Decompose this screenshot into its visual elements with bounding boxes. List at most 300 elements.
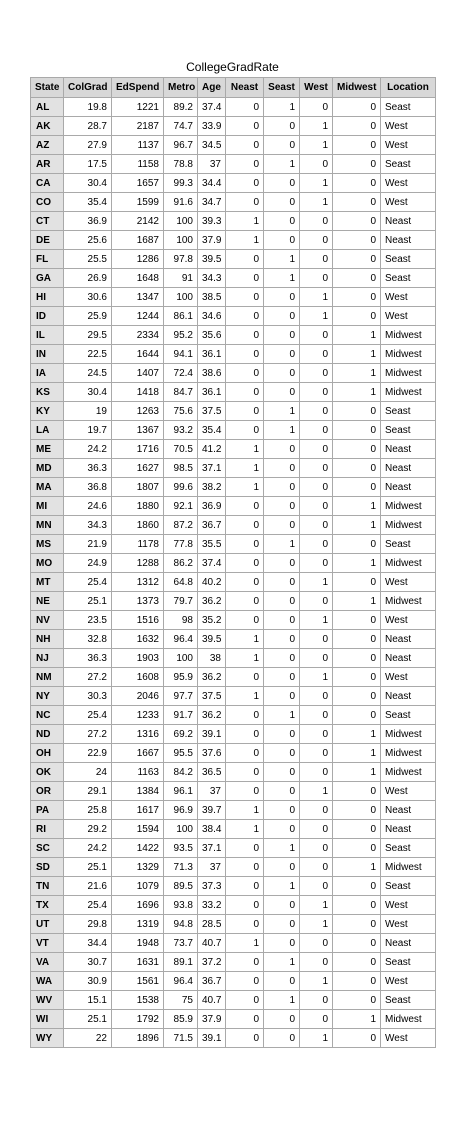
cell-age: 37 [198, 155, 226, 174]
cell-neast: 0 [226, 345, 264, 364]
state-cell: MD [31, 459, 64, 478]
cell-midwest: 0 [333, 440, 381, 459]
cell-colgrad: 34.3 [64, 516, 112, 535]
cell-colgrad: 30.4 [64, 174, 112, 193]
table-row [31, 155, 436, 174]
cell-edspend: 1948 [112, 934, 164, 953]
cell-west: 0 [300, 421, 333, 440]
cell-age: 39.1 [198, 1029, 226, 1048]
state-cell: UT [31, 915, 64, 934]
cell-edspend: 1244 [112, 307, 164, 326]
cell-age: 36.1 [198, 345, 226, 364]
cell-neast: 0 [226, 744, 264, 763]
cell-location: Neast [381, 934, 436, 953]
table-row [31, 250, 436, 269]
cell-edspend: 1367 [112, 421, 164, 440]
cell-metro: 96.1 [164, 782, 198, 801]
table-row [31, 630, 436, 649]
cell-neast: 0 [226, 383, 264, 402]
cell-colgrad: 25.4 [64, 706, 112, 725]
cell-west: 0 [300, 801, 333, 820]
cell-metro: 70.5 [164, 440, 198, 459]
cell-edspend: 1516 [112, 611, 164, 630]
table-row [31, 440, 436, 459]
cell-location: West [381, 972, 436, 991]
cell-age: 37.3 [198, 877, 226, 896]
table-row [31, 649, 436, 668]
cell-west: 0 [300, 212, 333, 231]
state-cell: KS [31, 383, 64, 402]
cell-colgrad: 30.7 [64, 953, 112, 972]
cell-metro: 95.9 [164, 668, 198, 687]
cell-west: 1 [300, 915, 333, 934]
state-cell: AZ [31, 136, 64, 155]
cell-neast: 0 [226, 364, 264, 383]
cell-midwest: 1 [333, 497, 381, 516]
column-header-location: Location [381, 78, 436, 98]
cell-seast: 0 [264, 383, 300, 402]
cell-west: 0 [300, 630, 333, 649]
cell-west: 0 [300, 383, 333, 402]
state-cell: MA [31, 478, 64, 497]
cell-seast: 0 [264, 649, 300, 668]
cell-age: 39.5 [198, 630, 226, 649]
cell-west: 1 [300, 611, 333, 630]
cell-west: 0 [300, 592, 333, 611]
cell-midwest: 1 [333, 554, 381, 573]
cell-midwest: 0 [333, 839, 381, 858]
cell-metro: 89.1 [164, 953, 198, 972]
cell-west: 0 [300, 326, 333, 345]
cell-midwest: 1 [333, 383, 381, 402]
cell-midwest: 1 [333, 763, 381, 782]
cell-location: West [381, 1029, 436, 1048]
state-cell: MO [31, 554, 64, 573]
table-row [31, 1029, 436, 1048]
state-cell: SC [31, 839, 64, 858]
state-cell: FL [31, 250, 64, 269]
cell-west: 0 [300, 231, 333, 250]
cell-midwest: 0 [333, 117, 381, 136]
cell-neast: 0 [226, 991, 264, 1010]
cell-age: 34.6 [198, 307, 226, 326]
cell-neast: 1 [226, 212, 264, 231]
cell-metro: 98 [164, 611, 198, 630]
cell-midwest: 0 [333, 877, 381, 896]
cell-seast: 1 [264, 991, 300, 1010]
cell-age: 35.2 [198, 611, 226, 630]
column-header-edspend: EdSpend [112, 78, 164, 98]
table-row [31, 991, 436, 1010]
cell-edspend: 1687 [112, 231, 164, 250]
cell-neast: 0 [226, 1029, 264, 1048]
cell-age: 37.5 [198, 402, 226, 421]
cell-age: 37.6 [198, 744, 226, 763]
cell-colgrad: 29.8 [64, 915, 112, 934]
state-cell: NV [31, 611, 64, 630]
cell-neast: 0 [226, 174, 264, 193]
cell-edspend: 1263 [112, 402, 164, 421]
cell-midwest: 0 [333, 573, 381, 592]
cell-neast: 0 [226, 535, 264, 554]
cell-west: 0 [300, 858, 333, 877]
table-row [31, 345, 436, 364]
state-cell: VT [31, 934, 64, 953]
cell-colgrad: 24.9 [64, 554, 112, 573]
cell-age: 36.5 [198, 763, 226, 782]
cell-west: 1 [300, 288, 333, 307]
cell-edspend: 2187 [112, 117, 164, 136]
cell-west: 0 [300, 535, 333, 554]
table-row [31, 820, 436, 839]
cell-west: 0 [300, 440, 333, 459]
cell-age: 37 [198, 782, 226, 801]
table-row [31, 877, 436, 896]
cell-neast: 0 [226, 725, 264, 744]
cell-seast: 0 [264, 611, 300, 630]
state-cell: ND [31, 725, 64, 744]
cell-colgrad: 36.8 [64, 478, 112, 497]
cell-age: 37.5 [198, 687, 226, 706]
cell-edspend: 1657 [112, 174, 164, 193]
cell-age: 33.9 [198, 117, 226, 136]
table-row [31, 231, 436, 250]
table-row [31, 459, 436, 478]
cell-metro: 71.3 [164, 858, 198, 877]
cell-metro: 91 [164, 269, 198, 288]
table-row [31, 801, 436, 820]
table-row [31, 763, 436, 782]
cell-neast: 0 [226, 421, 264, 440]
cell-west: 1 [300, 573, 333, 592]
cell-edspend: 1538 [112, 991, 164, 1010]
cell-colgrad: 25.4 [64, 896, 112, 915]
cell-metro: 96.4 [164, 630, 198, 649]
table-row [31, 915, 436, 934]
cell-seast: 0 [264, 440, 300, 459]
cell-west: 0 [300, 1010, 333, 1029]
cell-seast: 0 [264, 668, 300, 687]
cell-west: 1 [300, 136, 333, 155]
cell-location: West [381, 288, 436, 307]
cell-neast: 0 [226, 497, 264, 516]
cell-metro: 69.2 [164, 725, 198, 744]
cell-age: 36.2 [198, 668, 226, 687]
cell-neast: 0 [226, 250, 264, 269]
cell-colgrad: 21.9 [64, 535, 112, 554]
cell-metro: 100 [164, 288, 198, 307]
cell-seast: 1 [264, 98, 300, 117]
cell-west: 0 [300, 934, 333, 953]
cell-seast: 0 [264, 193, 300, 212]
table-row [31, 326, 436, 345]
cell-colgrad: 22.9 [64, 744, 112, 763]
cell-edspend: 1288 [112, 554, 164, 573]
cell-metro: 92.1 [164, 497, 198, 516]
state-cell: IN [31, 345, 64, 364]
cell-midwest: 0 [333, 934, 381, 953]
cell-metro: 100 [164, 212, 198, 231]
cell-midwest: 0 [333, 782, 381, 801]
state-cell: IL [31, 326, 64, 345]
cell-seast: 1 [264, 421, 300, 440]
cell-metro: 94.1 [164, 345, 198, 364]
cell-age: 34.4 [198, 174, 226, 193]
cell-colgrad: 25.4 [64, 573, 112, 592]
table-row [31, 573, 436, 592]
cell-midwest: 0 [333, 459, 381, 478]
cell-age: 36.9 [198, 497, 226, 516]
cell-location: Midwest [381, 554, 436, 573]
cell-edspend: 1903 [112, 649, 164, 668]
cell-seast: 0 [264, 497, 300, 516]
cell-seast: 0 [264, 1010, 300, 1029]
cell-metro: 93.5 [164, 839, 198, 858]
table-row [31, 934, 436, 953]
cell-colgrad: 15.1 [64, 991, 112, 1010]
cell-edspend: 1407 [112, 364, 164, 383]
cell-midwest: 0 [333, 155, 381, 174]
cell-edspend: 1644 [112, 345, 164, 364]
cell-midwest: 0 [333, 972, 381, 991]
cell-midwest: 0 [333, 288, 381, 307]
cell-seast: 1 [264, 269, 300, 288]
cell-metro: 85.9 [164, 1010, 198, 1029]
cell-location: West [381, 307, 436, 326]
cell-metro: 91.6 [164, 193, 198, 212]
state-cell: WI [31, 1010, 64, 1029]
cell-west: 0 [300, 763, 333, 782]
cell-edspend: 1599 [112, 193, 164, 212]
table-row [31, 706, 436, 725]
cell-age: 36.2 [198, 592, 226, 611]
cell-metro: 89.5 [164, 877, 198, 896]
cell-edspend: 1594 [112, 820, 164, 839]
cell-neast: 0 [226, 915, 264, 934]
cell-seast: 0 [264, 288, 300, 307]
cell-age: 39.1 [198, 725, 226, 744]
cell-age: 35.6 [198, 326, 226, 345]
cell-location: Neast [381, 478, 436, 497]
table-row [31, 136, 436, 155]
cell-colgrad: 23.5 [64, 611, 112, 630]
cell-location: West [381, 573, 436, 592]
cell-colgrad: 25.5 [64, 250, 112, 269]
cell-metro: 86.2 [164, 554, 198, 573]
cell-location: West [381, 896, 436, 915]
cell-west: 0 [300, 725, 333, 744]
cell-neast: 0 [226, 326, 264, 345]
cell-edspend: 1696 [112, 896, 164, 915]
cell-seast: 0 [264, 896, 300, 915]
state-cell: LA [31, 421, 64, 440]
cell-edspend: 1631 [112, 953, 164, 972]
cell-age: 40.2 [198, 573, 226, 592]
cell-neast: 0 [226, 972, 264, 991]
cell-seast: 1 [264, 839, 300, 858]
cell-edspend: 1163 [112, 763, 164, 782]
cell-metro: 100 [164, 649, 198, 668]
state-cell: PA [31, 801, 64, 820]
cell-neast: 1 [226, 801, 264, 820]
cell-colgrad: 27.9 [64, 136, 112, 155]
table-row [31, 858, 436, 877]
cell-midwest: 0 [333, 611, 381, 630]
cell-west: 0 [300, 649, 333, 668]
cell-neast: 0 [226, 896, 264, 915]
cell-location: Midwest [381, 364, 436, 383]
state-cell: NY [31, 687, 64, 706]
cell-metro: 71.5 [164, 1029, 198, 1048]
cell-neast: 0 [226, 155, 264, 174]
state-cell: ME [31, 440, 64, 459]
cell-age: 28.5 [198, 915, 226, 934]
cell-midwest: 0 [333, 250, 381, 269]
table-row [31, 117, 436, 136]
cell-location: West [381, 193, 436, 212]
cell-metro: 96.9 [164, 801, 198, 820]
cell-west: 0 [300, 497, 333, 516]
table-row [31, 98, 436, 117]
cell-age: 37.9 [198, 231, 226, 250]
cell-location: Neast [381, 649, 436, 668]
cell-metro: 96.7 [164, 136, 198, 155]
cell-age: 38.4 [198, 820, 226, 839]
cell-midwest: 0 [333, 136, 381, 155]
cell-age: 40.7 [198, 934, 226, 953]
cell-colgrad: 19 [64, 402, 112, 421]
state-cell: MI [31, 497, 64, 516]
cell-neast: 0 [226, 136, 264, 155]
state-cell: NC [31, 706, 64, 725]
cell-age: 37.9 [198, 1010, 226, 1029]
cell-seast: 1 [264, 706, 300, 725]
cell-west: 0 [300, 402, 333, 421]
cell-location: Midwest [381, 744, 436, 763]
table-body [31, 98, 436, 1048]
cell-edspend: 1422 [112, 839, 164, 858]
state-cell: IA [31, 364, 64, 383]
cell-edspend: 1286 [112, 250, 164, 269]
cell-colgrad: 24 [64, 763, 112, 782]
column-header-west: West [300, 78, 333, 98]
cell-edspend: 1860 [112, 516, 164, 535]
cell-location: West [381, 782, 436, 801]
cell-midwest: 0 [333, 269, 381, 288]
cell-age: 38 [198, 649, 226, 668]
cell-metro: 93.2 [164, 421, 198, 440]
cell-edspend: 1792 [112, 1010, 164, 1029]
cell-west: 0 [300, 155, 333, 174]
cell-metro: 75.6 [164, 402, 198, 421]
cell-metro: 95.2 [164, 326, 198, 345]
table-header [31, 78, 436, 98]
cell-location: Midwest [381, 763, 436, 782]
table-row [31, 535, 436, 554]
cell-age: 36.1 [198, 383, 226, 402]
cell-edspend: 1312 [112, 573, 164, 592]
column-header-seast: Seast [264, 78, 300, 98]
cell-colgrad: 29.5 [64, 326, 112, 345]
cell-colgrad: 19.7 [64, 421, 112, 440]
cell-midwest: 0 [333, 953, 381, 972]
cell-age: 36.7 [198, 972, 226, 991]
table-row [31, 402, 436, 421]
cell-seast: 0 [264, 782, 300, 801]
cell-edspend: 1384 [112, 782, 164, 801]
cell-location: West [381, 117, 436, 136]
cell-colgrad: 36.3 [64, 649, 112, 668]
state-cell: SD [31, 858, 64, 877]
cell-location: Seast [381, 953, 436, 972]
cell-seast: 0 [264, 801, 300, 820]
state-cell: CO [31, 193, 64, 212]
cell-west: 0 [300, 478, 333, 497]
cell-location: West [381, 611, 436, 630]
cell-colgrad: 25.9 [64, 307, 112, 326]
cell-neast: 0 [226, 193, 264, 212]
cell-midwest: 0 [333, 174, 381, 193]
cell-seast: 0 [264, 725, 300, 744]
cell-seast: 0 [264, 554, 300, 573]
table-row [31, 307, 436, 326]
cell-metro: 99.3 [164, 174, 198, 193]
cell-metro: 86.1 [164, 307, 198, 326]
state-cell: AR [31, 155, 64, 174]
cell-metro: 73.7 [164, 934, 198, 953]
table-container [30, 58, 435, 1048]
cell-seast: 0 [264, 364, 300, 383]
cell-neast: 1 [226, 687, 264, 706]
cell-age: 39.3 [198, 212, 226, 231]
cell-edspend: 1178 [112, 535, 164, 554]
cell-age: 37 [198, 858, 226, 877]
cell-location: Neast [381, 801, 436, 820]
table-row [31, 383, 436, 402]
cell-seast: 1 [264, 877, 300, 896]
cell-metro: 96.4 [164, 972, 198, 991]
state-cell: NH [31, 630, 64, 649]
cell-colgrad: 22 [64, 1029, 112, 1048]
cell-seast: 0 [264, 212, 300, 231]
state-cell: MN [31, 516, 64, 535]
cell-location: Seast [381, 877, 436, 896]
cell-seast: 0 [264, 231, 300, 250]
cell-colgrad: 30.9 [64, 972, 112, 991]
table-row [31, 744, 436, 763]
state-cell: WV [31, 991, 64, 1010]
cell-location: Midwest [381, 1010, 436, 1029]
cell-age: 35.4 [198, 421, 226, 440]
cell-west: 0 [300, 877, 333, 896]
cell-colgrad: 32.8 [64, 630, 112, 649]
cell-location: Seast [381, 991, 436, 1010]
cell-neast: 0 [226, 782, 264, 801]
cell-neast: 0 [226, 877, 264, 896]
cell-age: 38.5 [198, 288, 226, 307]
cell-colgrad: 22.5 [64, 345, 112, 364]
cell-west: 0 [300, 459, 333, 478]
cell-seast: 0 [264, 630, 300, 649]
cell-west: 1 [300, 972, 333, 991]
cell-seast: 0 [264, 687, 300, 706]
cell-seast: 0 [264, 858, 300, 877]
table-row [31, 839, 436, 858]
cell-edspend: 2142 [112, 212, 164, 231]
cell-age: 40.7 [198, 991, 226, 1010]
table-row [31, 421, 436, 440]
state-cell: NE [31, 592, 64, 611]
